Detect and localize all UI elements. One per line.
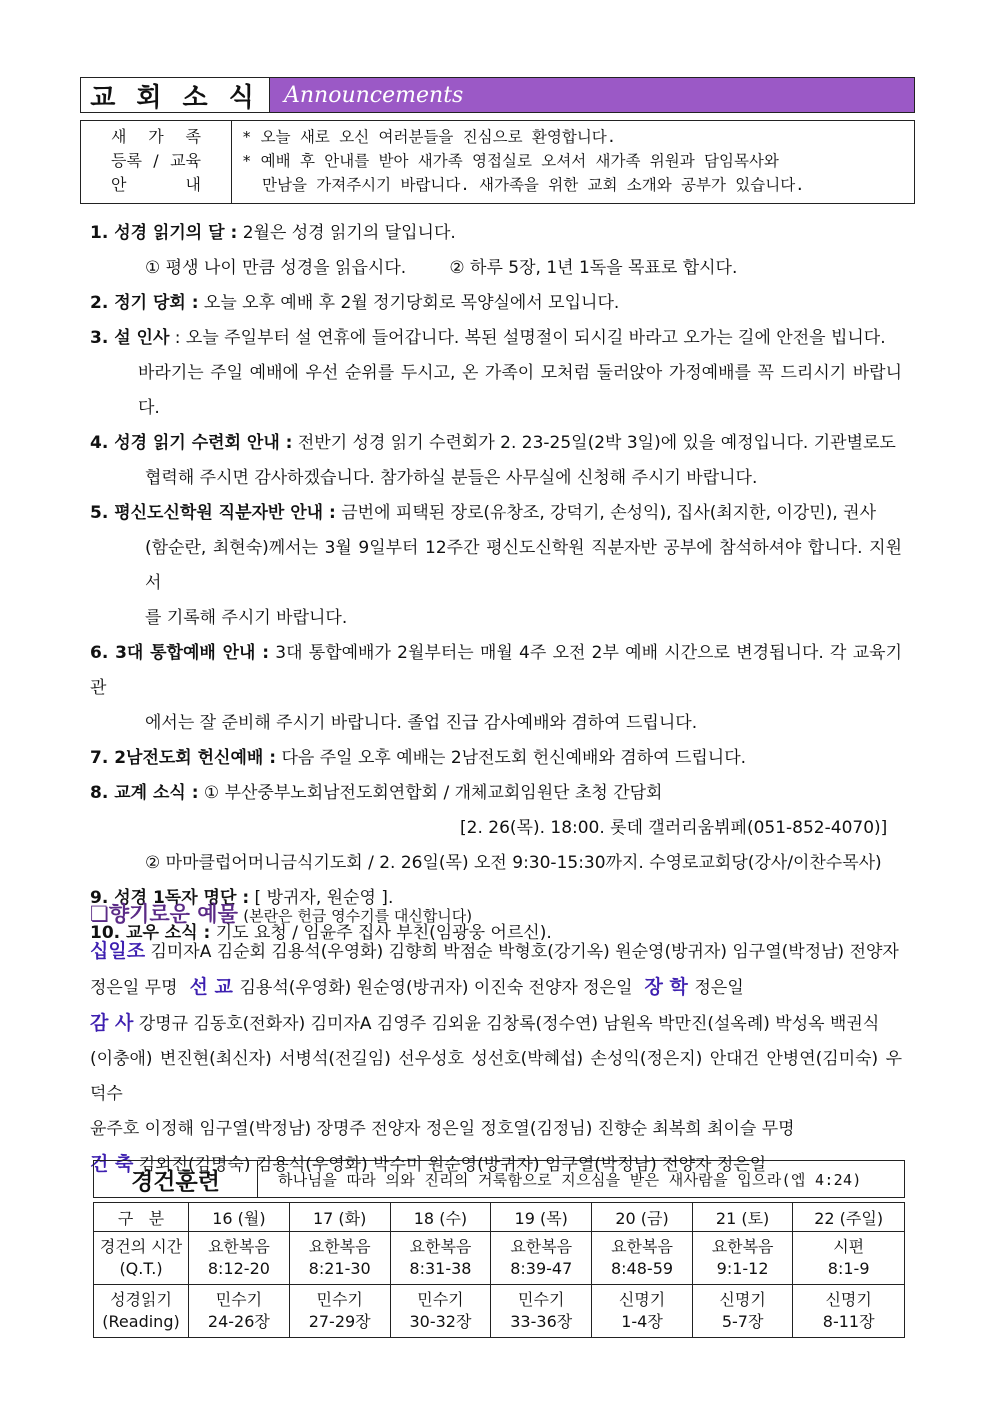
qt-head-cell: 20 (금) [592,1203,693,1232]
tithe-names-2: 정은일 무명 [90,978,183,998]
qt-book: 신명기 [719,1290,766,1309]
thanks-label: 감 사 [90,1012,134,1034]
qt-cell [491,1232,592,1285]
qt-range: 9:1-12 [716,1259,769,1278]
announcement-cont: (함순란, 최현숙)께서는 3월 9일부터 12주간 평신도신학원 직분자반 공부에 참석하셔야 합니다. 지원서 [145,538,902,593]
qt-range: 8:12-20 [207,1259,270,1278]
qt-book: 민수기 [215,1290,263,1309]
qt-book: 요한복음 [711,1237,774,1256]
announcement-item [90,216,902,251]
tithe-line [90,934,902,970]
qt-range: 27-29장 [308,1312,371,1331]
newcomer-label: 등록 / 교육 [111,151,201,170]
qt-row [94,1232,905,1285]
qt-cell [692,1232,792,1285]
qt-book: 민수기 [518,1290,565,1309]
item-text: 금번에 피택된 장로(유창조, 강덕기, 손성익), 집사(최지한, 이강민), 권사 [335,503,876,523]
newcomer-label: 새 가 족 [111,127,201,146]
thanks-line-2: (이충애) 변진현(최신자) 서병석(전길임) 선우성호 성선호(박혜섭) 손성익(정은지) 안대건 안병연(김미숙) 우덕수 [90,1049,902,1104]
qt-book: 요한복음 [409,1237,472,1256]
item-text: ① 부산중부노회남전도회연합회 / 개체교회임원단 초청 간담회 [198,783,663,803]
item-text: 기도 요청 / 임윤주 집사 부친(임광웅 어르신). [210,923,552,943]
qt-cell [189,1285,290,1338]
qt-book: 요한복음 [510,1237,573,1256]
announcement-cont: 협력해 주시면 감사하겠습니다. 참가하실 분들은 사무실에 신청해 주시기 바랍니다. [145,468,758,488]
qt-cell [692,1285,792,1338]
item-text: [ 방귀자, 원순영 ]. [249,888,394,908]
qt-range: 1-4장 [621,1312,663,1331]
qt-head-row [94,1203,905,1232]
announcement-subline: ② 마마클럽어머니금식기도회 / 2. 26일(목) 오전 9:30-15:30까지. 수영로교회당(강사/이찬수목사) [145,853,882,873]
announcement-item [90,636,902,706]
qt-book: 시편 [833,1237,865,1256]
qt-row [94,1285,905,1338]
announcement-item [90,286,902,321]
announcement-item [90,426,902,461]
item-title: 5. 평신도신학원 직분자반 안내 : [90,503,336,523]
qt-cell [592,1285,693,1338]
announcement-cont: 바라기는 주일 예배에 우선 순위를 두시고, 온 가족이 모처럼 둘러앉아 가정예배를 꼭 드리시기 바랍니다. [138,363,902,418]
qt-row-label-1: 성경읽기 [110,1290,172,1309]
mission-names: 김용석(우영화) 원순영(방귀자) 이진숙 전양자 정은일 [239,978,638,998]
qt-cell [189,1232,290,1285]
offerings-note: (본란은 헌금 영수기를 대신합니다) [243,907,473,925]
tithe-line-2 [90,970,902,1006]
item-text: : 오늘 주일부터 설 연휴에 들어갑니다. 복된 설명절이 되시길 바라고 오가는 길에 안전을 빕니다. [169,328,886,348]
announcement-item [90,321,902,356]
announcement-subline: [2. 26(목). 18:00. 롯데 갤러리움뷔페(051-852-4070)] [460,818,888,838]
qt-range: 8:48-59 [610,1259,674,1278]
item-text: 오늘 오후 예배 후 2월 정기당회로 목양실에서 모입니다. [198,293,620,313]
mission-label: 선 교 [182,976,240,998]
qt-row-label-2: (Q.T.) [119,1259,163,1278]
qt-head-cell: 19 (목) [491,1203,592,1232]
qt-book: 요한복음 [611,1237,673,1256]
item-title: 6. 3대 통합예배 안내 : [90,643,270,663]
announcement-subline: ① 평생 나이 만큼 성경을 읽읍시다. ② 하루 5장, 1년 1독을 목표로 합시다. [145,258,738,278]
qt-book: 민수기 [417,1290,464,1309]
newcomer-box [80,120,915,204]
qt-head-cell: 18 (수) [390,1203,491,1232]
qt-range: 8:39-47 [510,1259,573,1278]
scholarship-label: 장 학 [637,976,695,998]
qt-cell [289,1232,390,1285]
qt-table [93,1202,905,1338]
item-text: 전반기 성경 읽기 수련회가 2. 23-25일(2박 3일)에 있을 예정입니다. 기관별로도 [292,433,896,453]
building-label: 건 축 [90,1153,134,1175]
announcement-cont: 를 기록해 주시기 바랍니다. [145,608,348,628]
qt-verse: 하나님을 따라 의와 진리의 거룩함으로 지으심을 받은 새사람을 입으라(엡 4:24) [278,1170,862,1189]
qt-range: 8:21-30 [308,1259,371,1278]
qt-cell [390,1285,491,1338]
qt-range: 8:31-38 [409,1259,472,1278]
newcomer-line: 만남을 가져주시기 바랍니다. 새가족을 위한 교회 소개와 공부가 있습니다. [262,176,805,194]
announcements-header [80,77,915,113]
qt-cell [793,1285,905,1338]
qt-range: 33-36장 [510,1312,573,1331]
qt-row-label [94,1232,189,1285]
qt-cell [491,1285,592,1338]
qt-range: 24-26장 [207,1312,270,1331]
tithe-label: 십일조 [90,940,146,962]
newcomer-line: * 오늘 새로 오신 여러분들을 진심으로 환영합니다. [242,128,617,146]
header-title-en: Announcements [270,78,914,112]
newcomer-text [232,121,914,203]
item-title: 10. 교우 소식 : [90,923,211,943]
qt-head-cell: 구 분 [94,1203,189,1232]
offerings-title-line [90,897,902,934]
qt-book: 신명기 [618,1290,666,1309]
qt-book: 요한복음 [207,1237,270,1256]
qt-book: 신명기 [825,1290,872,1309]
item-text: 3대 통합예배가 2월부터는 매월 4주 오전 2부 예배 시간으로 변경됩니다. 각 교육기관 [90,643,902,698]
item-title: 2. 정기 당회 : [90,293,199,313]
thanks-line-3: 윤주호 이정해 임구열(박정남) 장명주 전양자 정은일 정호열(김정님) 진향순 최복희 최이슬 무명 [90,1119,795,1139]
qt-cell [289,1285,390,1338]
qt-row-label-2: (Reading) [102,1312,180,1331]
item-title: 1. 성경 읽기의 달 : [90,223,238,243]
qt-range: 30-32장 [409,1312,472,1331]
announcement-item [90,741,902,776]
qt-range: 8:1-9 [827,1259,870,1278]
announcement-item [90,776,902,811]
item-title: 7. 2남전도회 헌신예배 : [90,748,277,768]
item-text: 2월은 성경 읽기의 달입니다. [237,223,456,243]
item-text: 다음 주일 오후 예배는 2남전도회 헌신예배와 겸하여 드립니다. [276,748,747,768]
tithe-names: 김미자A 김순회 김용석(우영화) 김향희 박점순 박형호(강기옥) 원순영(방귀자) 임구열(박정남) 전양자 [145,942,899,962]
qt-head-cell: 21 (토) [692,1203,792,1232]
building-names: 김외진(김명숙) 김용석(우영화) 박수미 원순영(방귀자) 임구열(박정남) 전양자 정은일 [133,1155,767,1175]
qt-header [93,1160,905,1198]
qt-cell [390,1232,491,1285]
item-title: 3. 설 인사 [90,328,170,348]
offerings-section [90,897,902,1183]
newcomer-label: 안 내 [111,175,201,194]
qt-title: 경건훈련 [94,1161,258,1197]
offerings-title: ❏향기로운 예물 [90,902,238,926]
qt-head-cell: 22 (주일) [793,1203,905,1232]
newcomer-labels [81,121,232,203]
qt-range: 5-7장 [721,1312,764,1331]
qt-head-cell: 16 (월) [189,1203,290,1232]
qt-book: 민수기 [316,1290,363,1309]
qt-range: 8-11장 [822,1312,875,1331]
qt-row-label-1: 경건의 시간 [99,1237,183,1256]
thanks-names: 강명규 김동호(전화자) 김미자A 김영주 김외윤 김창록(정수연) 남원옥 박만진(설옥례) 박성옥 백권식 [133,1014,880,1034]
qt-cell [793,1232,905,1285]
announcement-list [90,216,902,951]
scholarship-names: 정은일 [694,978,744,998]
header-title-ko: 교 회 소 식 [81,78,270,112]
item-title: 4. 성경 읽기 수련회 안내 : [90,433,293,453]
announcement-cont: 에서는 잘 준비해 주시기 바랍니다. 졸업 진급 감사예배와 겸하여 드립니다. [145,713,698,733]
qt-row-label [94,1285,189,1338]
item-title: 9. 성경 1독자 명단 : [90,888,250,908]
qt-cell [592,1232,693,1285]
announcement-item [90,496,902,531]
item-title: 8. 교계 소식 : [90,783,199,803]
thanks-line [90,1006,902,1042]
newcomer-line: * 예배 후 안내를 받아 새가족 영접실로 오셔서 새가족 위원과 담임목사와 [242,152,779,170]
qt-head-cell: 17 (화) [289,1203,390,1232]
qt-book: 요한복음 [308,1237,371,1256]
